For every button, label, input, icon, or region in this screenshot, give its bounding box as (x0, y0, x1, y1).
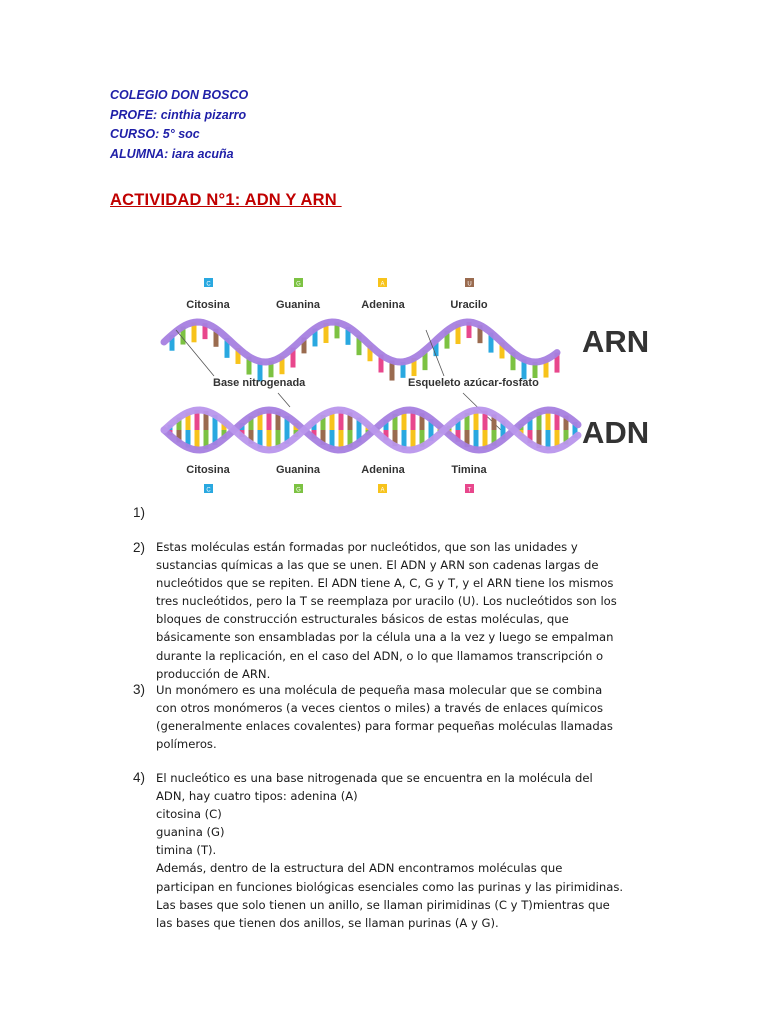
legend-letter-uracilo-top: U (467, 281, 472, 288)
base-name-citosina-bottom: Citosina (186, 464, 230, 476)
answer-2-line: producción de ARN. (156, 666, 271, 681)
rna-base-rungs (170, 322, 560, 381)
arn-label: ARN (582, 324, 650, 359)
answer-2-line: sustancias químicas a las que se unen. El ADN y ARN son cadenas largas de (156, 558, 599, 573)
answer-2-text (156, 538, 658, 683)
legend-letter-adenina-bottom: A (380, 487, 385, 494)
teacher-name: PROFE: cinthia pizarro (110, 107, 247, 122)
base-name-adenina-top: Adenina (361, 299, 405, 311)
answer-3-line: con otros monómeros (a veces cientos o miles) a través de enlaces químicos (156, 701, 604, 716)
adn-label: ADN (582, 415, 650, 450)
answer-3-line: Un monómero es una molécula de pequeña masa molecular que se combina (156, 683, 603, 697)
document-header (110, 86, 248, 164)
answer-2-line: durante la replicación, en el caso del ADN, o lo que llamamos transcripción o (156, 648, 604, 663)
answer-2-line: nucleótidos que se repiten. El ADN tiene A, C, G y T, y el ARN tiene los mismos (156, 576, 614, 591)
base-name-citosina-top: Citosina (186, 299, 230, 311)
base-name-adenina-bottom: Adenina (361, 464, 405, 476)
school-name: COLEGIO DON BOSCO (110, 88, 249, 102)
base-name-guanina-top: Guanina (275, 299, 321, 311)
base-name-timina-bottom: Timina (451, 464, 487, 476)
answer-number-4: 4) (133, 770, 146, 785)
legend-letter-timina-bottom: T (467, 487, 472, 494)
answer-4-line: timina (T). (156, 843, 217, 858)
answer-3-text (156, 681, 658, 753)
answer-4-line: citosina (C) (156, 807, 222, 822)
answer-4-line: Las bases que solo tienen un anillo, se llaman pirimidinas (C y T)mientras que (156, 897, 610, 912)
answer-4-line: las bases que tienen dos anillos, se llaman purinas (A y G). (156, 915, 499, 930)
backbone-label: Esqueleto azúcar-fosfato (408, 377, 539, 389)
page-title: ACTIVIDAD N°1: ADN Y ARN (110, 191, 342, 209)
helix-illustration (158, 272, 678, 502)
course-name: CURSO: 5° soc (110, 127, 200, 141)
legend-letter-guanina-top: G (296, 281, 301, 288)
answer-3-line: polímeros. (156, 737, 217, 752)
legend-letter-guanina-bottom: G (296, 487, 301, 494)
answer-4-line: Además, dentro de la estructura del ADN encontramos moléculas que (156, 861, 563, 876)
dna-rna-diagram (158, 272, 678, 502)
student-name: ALUMNA: iara acuña (110, 146, 234, 161)
answer-3-line: (generalmente enlaces covalentes) para formar pequeñas moléculas llamadas (156, 719, 613, 734)
answer-4-line: ADN, hay cuatro tipos: adenina (A) (156, 789, 358, 804)
base-name-guanina-bottom: Guanina (275, 464, 321, 476)
base-pointer-line-2 (278, 393, 290, 407)
answer-4-line: participan en funciones biológicas esenciales como las purinas y las pirimidinas. (156, 879, 624, 894)
legend-letter-citosina-top: C (206, 281, 211, 288)
base-nitrogenada-label: Base nitrogenada (213, 377, 306, 389)
answer-number-3: 3) (133, 682, 146, 697)
answer-2-line: bloques de construcción estructurales básicos de estas moléculas, que (156, 612, 569, 627)
legend-letter-adenina-top: A (380, 281, 385, 288)
answer-number-1: 1) (133, 505, 146, 520)
answer-number-2: 2) (133, 540, 146, 555)
answer-4-text (156, 769, 658, 932)
answer-2-line: Estas moléculas están formadas por nucleótidos, que son las unidades y (156, 540, 578, 554)
answer-4-line: El nucleótico es una base nitrogenada que se encuentra en la molécula del (156, 771, 593, 785)
answer-2-line: básicamente son ensambladas por la célula una a la vez y luego se empalman (156, 630, 614, 645)
legend-letter-citosina-bottom: C (206, 487, 211, 494)
answer-2-line: tres nucleótidos, pero la T se reemplaza por uracilo (U). Los nucleótidos son los (156, 594, 617, 609)
answer-4-line: guanina (G) (156, 825, 225, 840)
base-name-uracilo-top: Uracilo (450, 299, 488, 311)
